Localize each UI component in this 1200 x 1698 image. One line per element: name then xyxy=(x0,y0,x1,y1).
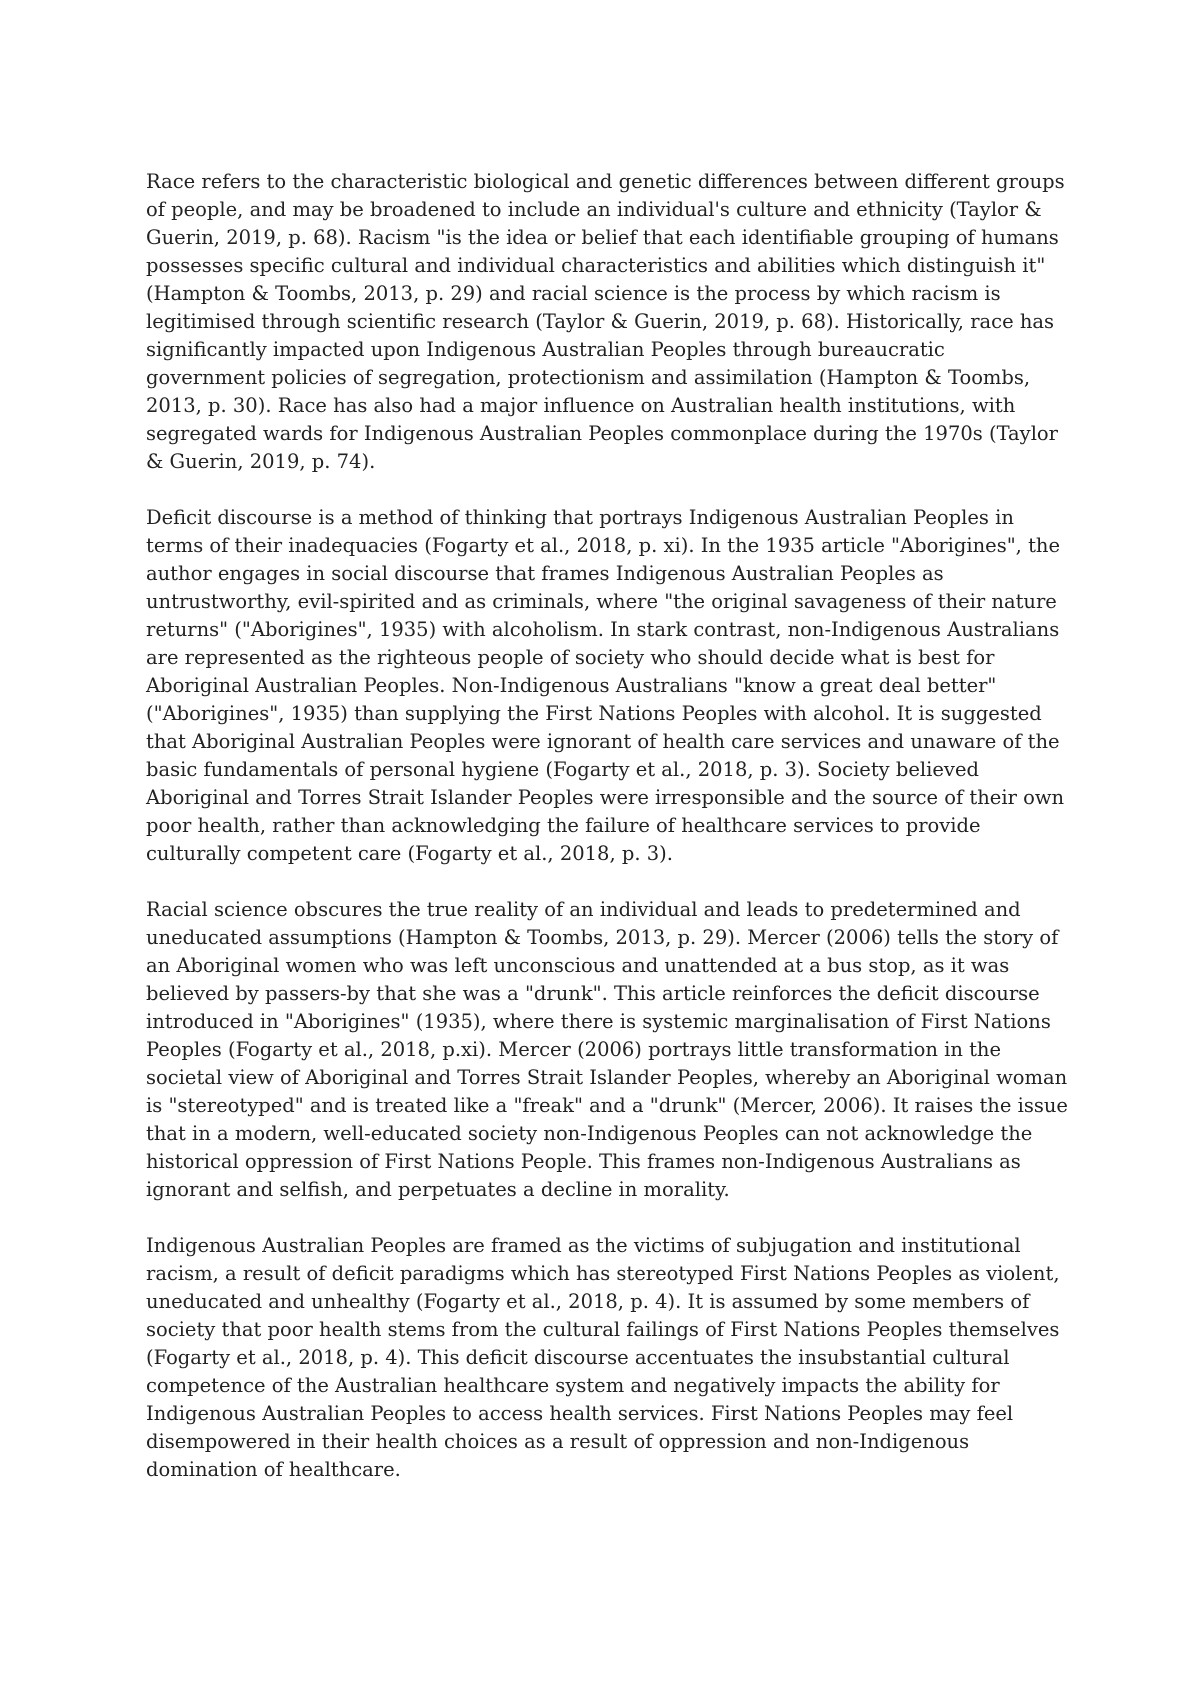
paragraph-race-definition: Race refers to the characteristic biological and genetic differences between different groups of people, and may be broadened to include an individual's culture and ethnicity (Taylor & Guerin, 2019, p. 68). Racism "is the idea or belief that each identifiable grouping of humans possesses specific cultural and individual characteristics and abilities which distinguish it" (Hampton & Toombs, 2013, p. 29) and racial science is the process by which racism is legitimised through scientific research (Taylor & Guerin, 2019, p. 68). Historically, race has significantly impacted upon Indigenous Australian Peoples through bureaucratic government policies of segregation, protectionism and assimilation (Hampton & Toombs, 2013, p. 30). Race has also had a major influence on Australian health institutions, with segregated wards for Indigenous Australian Peoples commonplace during the 1970s (Taylor & Guerin, 2019, p. 74). xyxy=(146,170,1065,473)
paragraph-racial-science: Racial science obscures the true reality of an individual and leads to predetermined and uneducated assumptions (Hampton & Toombs, 2013, p. 29). Mercer (2006) tells the story of an Aboriginal women who was left unconscious and unattended at a bus stop, as it was believed by passers-by that she was a "drunk". This article reinforces the deficit discourse introduced in "Aborigines" (1935), where there is systemic marginalisation of First Nations Peoples (Fogarty et al., 2018, p.xi). Mercer (2006) portrays little transformation in the societal view of Aboriginal and Torres Strait Islander Peoples, whereby an Aboriginal woman is "stereotyped" and is treated like a "freak" and a "drunk" (Mercer, 2006). It raises the issue that in a modern, well-educated society non-Indigenous Peoples can not acknowledge the historical oppression of First Nations People. This frames non-Indigenous Australians as ignorant and selfish, and perpetuates a decline in morality. xyxy=(146,898,1068,1201)
paragraph-deficit-discourse: Deficit discourse is a method of thinking that portrays Indigenous Australian Peoples in terms of their inadequacies (Fogarty et al., 2018, p. xi). In the 1935 article "Aborigines", the author engages in social discourse that frames Indigenous Australian Peoples as untrustworthy, evil-spirited and as criminals, where "the original savageness of their nature returns" ("Aborigines", 1935) with alcoholism. In stark contrast, non-Indigenous Australians are represented as the righteous people of society who should decide what is best for Aboriginal Australian Peoples. Non-Indigenous Australians "know a great deal better" ("Aborigines", 1935) than supplying the First Nations Peoples with alcohol. It is suggested that Aboriginal Australian Peoples were ignorant of health care services and unaware of the basic fundamentals of personal hygiene (Fogarty et al., 2018, p. 3). Society believed Aboriginal and Torres Strait Islander Peoples were irresponsible and the source of their own poor health, rather than acknowledging the failure of healthcare services to provide culturally competent care (Fogarty et al., 2018, p. 3). xyxy=(146,506,1065,865)
document-body xyxy=(146,168,1070,1512)
paragraph-indigenous-framing: Indigenous Australian Peoples are framed as the victims of subjugation and institutional racism, a result of deficit paradigms which has stereotyped First Nations Peoples as violent, uneducated and unhealthy (Fogarty et al., 2018, p. 4). It is assumed by some members of society that poor health stems from the cultural failings of First Nations Peoples themselves (Fogarty et al., 2018, p. 4). This deficit discourse accentuates the insubstantial cultural competence of the Australian healthcare system and negatively impacts the ability for Indigenous Australian Peoples to access health services. First Nations Peoples may feel disempowered in their health choices as a result of oppression and non-Indigenous domination of healthcare. xyxy=(146,1234,1060,1481)
